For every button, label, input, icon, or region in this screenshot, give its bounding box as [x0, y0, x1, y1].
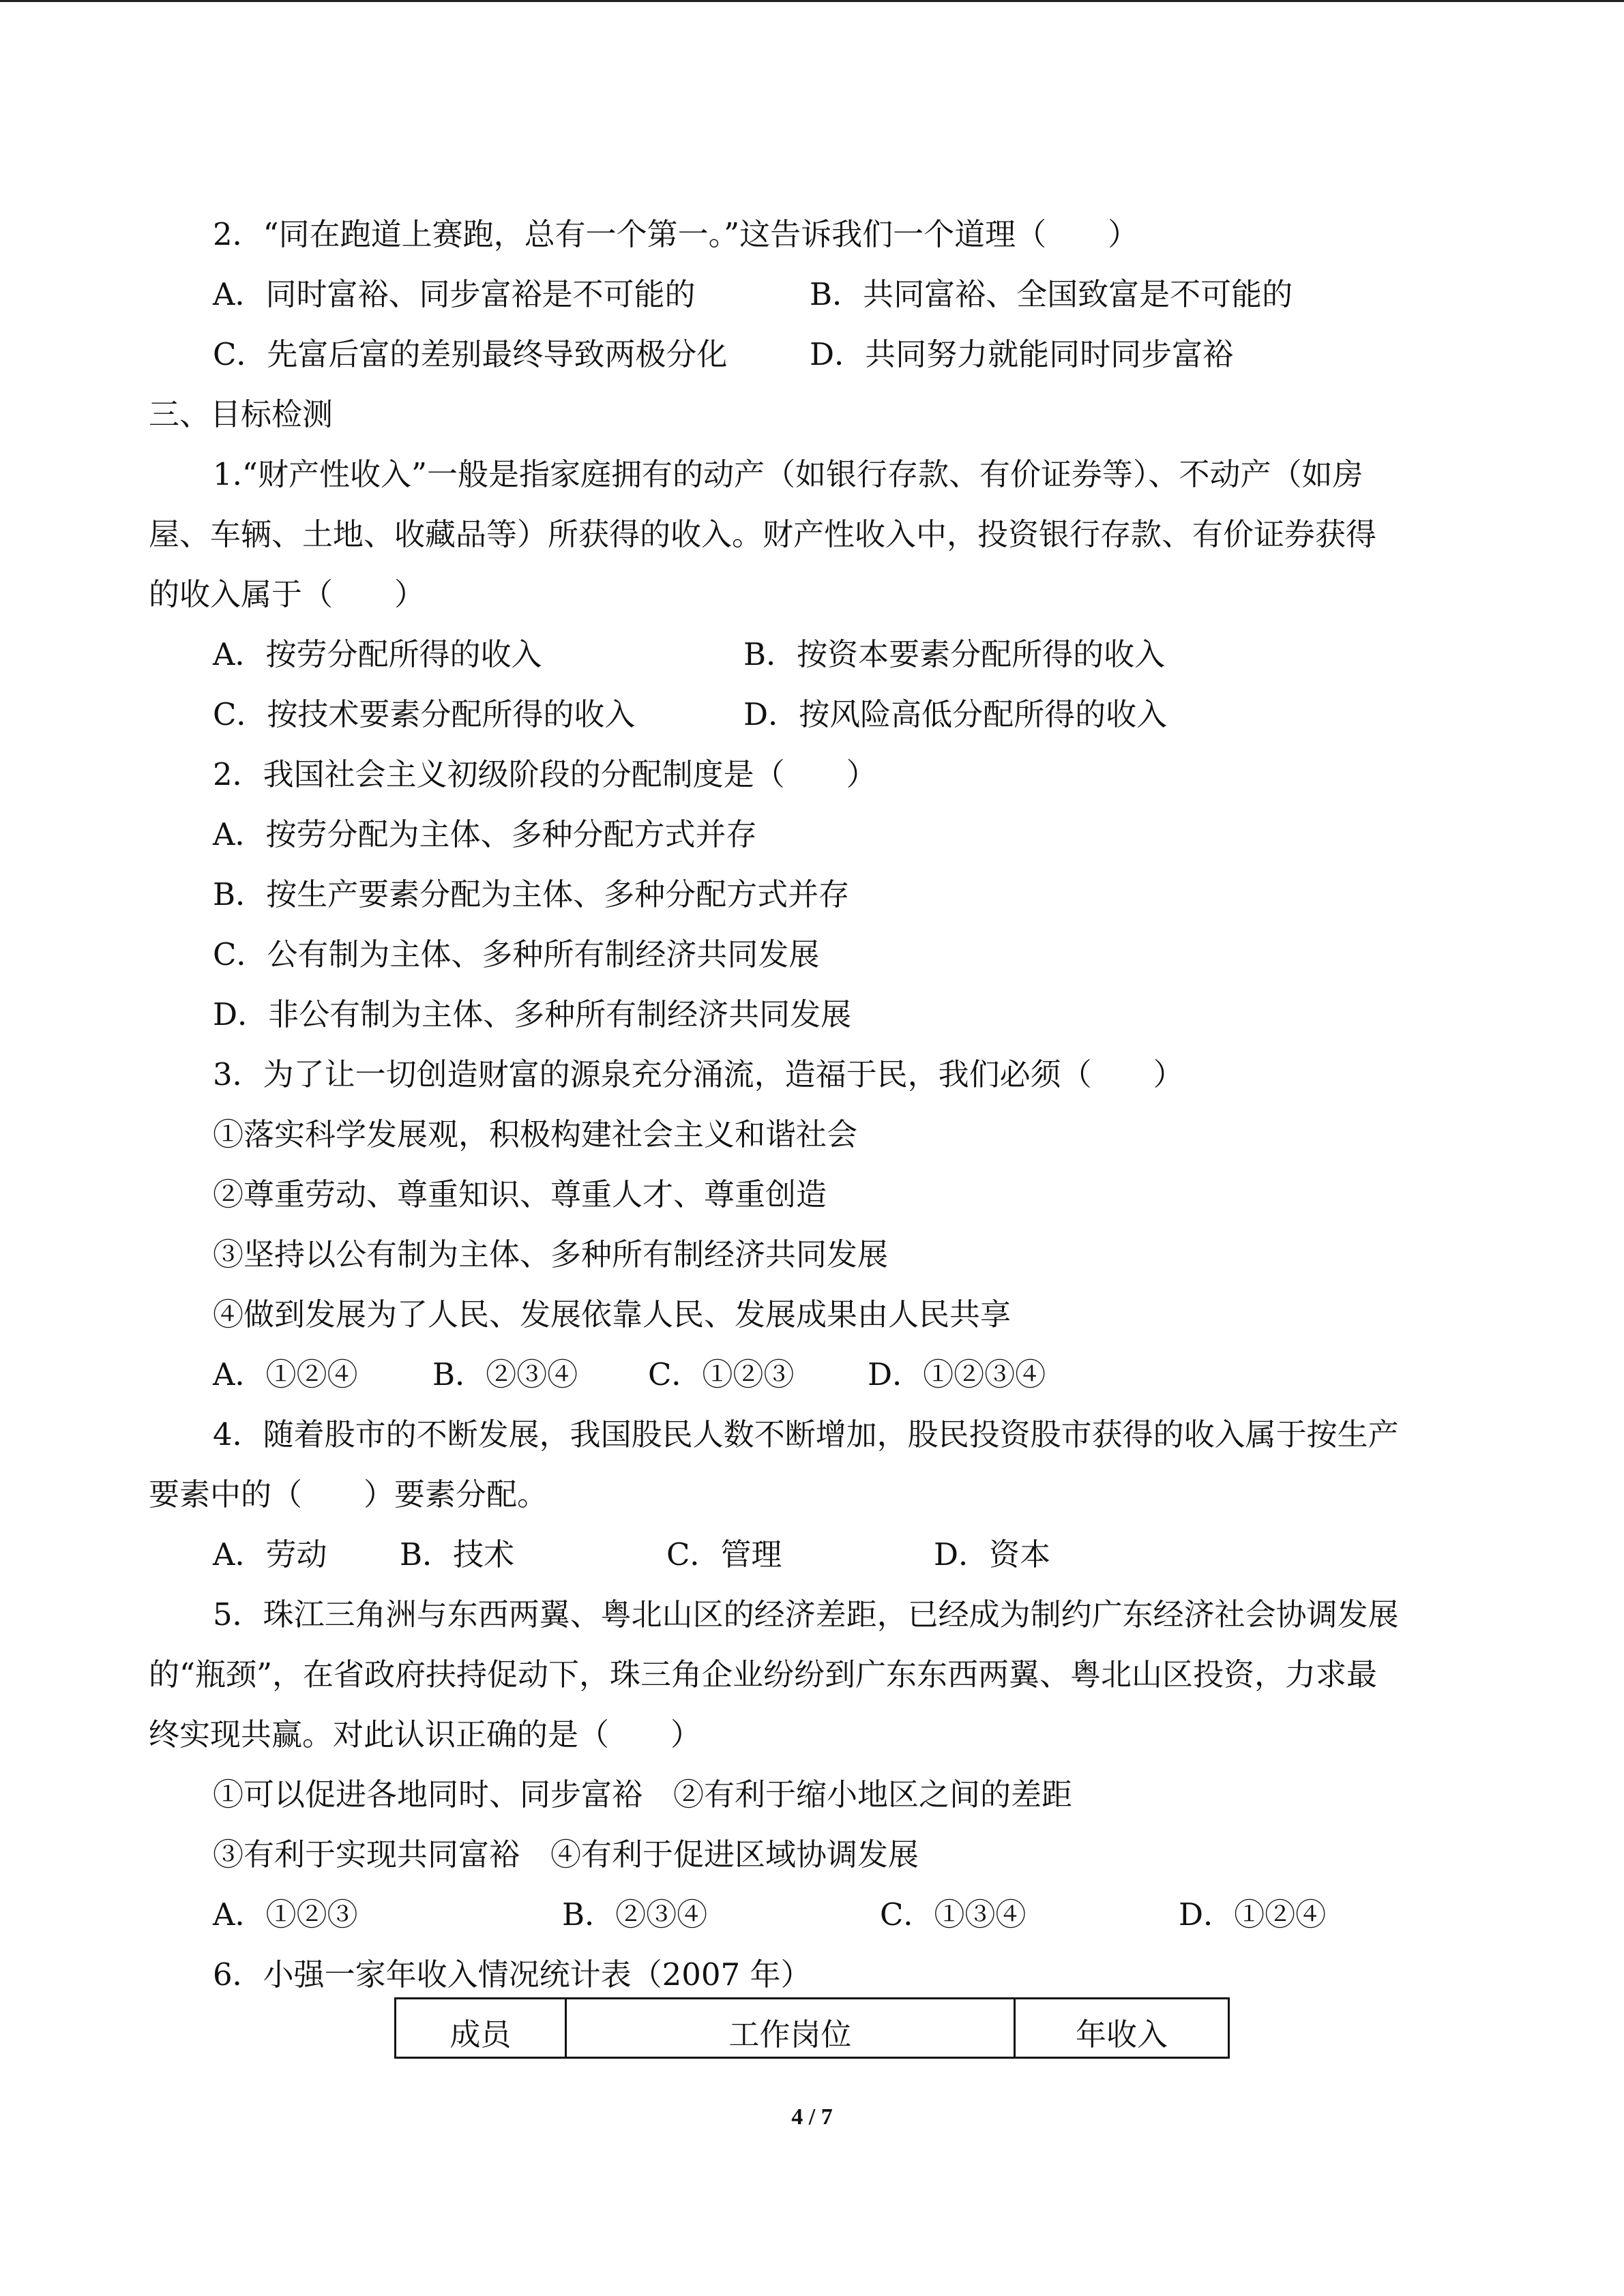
option-b: B．技术 — [400, 1536, 515, 1572]
statement-item: ①可以促进各地同时、同步富裕 ②有利于缩小地区之间的差距 — [213, 1776, 1073, 1813]
question-text: 5．珠江三角洲与东西两翼、粤北山区的经济差距，已经成为制约广东经济社会协调发展 — [213, 1596, 1399, 1632]
page-number: 4 / 7 — [791, 2104, 833, 2130]
option-a: A．①②③ — [213, 1896, 358, 1933]
option-d: D．非公有制为主体、多种所有制经济共同发展 — [213, 996, 852, 1032]
table-header-row — [396, 1999, 1229, 2058]
table-header-cell: 成员 — [396, 1999, 566, 2058]
table-header-cell: 工作岗位 — [565, 1999, 1014, 2058]
statement-item: ①落实科学发展观，积极构建社会主义和谐社会 — [213, 1116, 858, 1152]
statement-item: ④做到发展为了人民、发展依靠人民、发展成果由人民共享 — [213, 1296, 1012, 1332]
question-text: 的收入属于（ ） — [149, 576, 426, 612]
question-text: 6．小强一家年收入情况统计表（2007 年） — [213, 1956, 812, 1993]
question-text: 的“瓶颈”，在省政府扶持促动下，珠三角企业纷纷到广东东西两翼、粤北山区投资，力求最 — [149, 1656, 1378, 1693]
option-a: A．①②④ — [213, 1356, 358, 1392]
option-a: A．按劳分配为主体、多种分配方式并存 — [213, 816, 757, 852]
option-d: D．①②④ — [1179, 1896, 1327, 1933]
question-text: 1.“财产性收入”一般是指家庭拥有的动产（如银行存款、有价证券等）、不动产（如房 — [213, 456, 1363, 492]
statement-item: ③坚持以公有制为主体、多种所有制经济共同发展 — [213, 1236, 889, 1272]
option-d: D．①②③④ — [868, 1356, 1046, 1392]
option-b: B．共同富裕、全国致富是不可能的 — [810, 276, 1293, 312]
option-c: C．①②③ — [648, 1356, 795, 1392]
option-c: C．按技术要素分配所得的收入 — [213, 696, 636, 732]
question-text: 2．我国社会主义初级阶段的分配制度是（ ） — [213, 756, 877, 792]
question-text: 要素中的（ ）要素分配。 — [149, 1476, 548, 1512]
top-border-line — [0, 0, 1624, 2]
section-heading: 三、目标检测 — [149, 396, 334, 432]
question-text: 2．“同在跑道上赛跑，总有一个第一。”这告诉我们一个道理（ ） — [213, 216, 1139, 252]
option-c: C．先富后富的差别最终导致两极分化 — [213, 336, 728, 372]
option-c: C．①③④ — [880, 1896, 1027, 1933]
question-text: 屋、车辆、土地、收藏品等）所获得的收入。财产性收入中，投资银行存款、有价证券获得 — [149, 516, 1377, 552]
option-a: A．同时富裕、同步富裕是不可能的 — [213, 276, 696, 312]
option-d: D．资本 — [934, 1536, 1051, 1572]
statement-item: ②尊重劳动、尊重知识、尊重人才、尊重创造 — [213, 1176, 827, 1212]
statement-item: ③有利于实现共同富裕 ④有利于促进区域协调发展 — [213, 1836, 919, 1873]
option-b: B．按生产要素分配为主体、多种分配方式并存 — [213, 876, 850, 912]
option-d: D．共同努力就能同时同步富裕 — [810, 336, 1234, 372]
option-b: B．②③④ — [432, 1356, 578, 1392]
table-header-cell: 年收入 — [1014, 1999, 1228, 2058]
option-c: C．公有制为主体、多种所有制经济共同发展 — [213, 936, 820, 972]
option-b: B．按资本要素分配所得的收入 — [743, 636, 1166, 672]
option-b: B．②③④ — [562, 1896, 708, 1933]
option-c: C．管理 — [666, 1536, 782, 1572]
income-table — [394, 1997, 1230, 2059]
option-a: A．劳动 — [213, 1536, 327, 1572]
question-text: 终实现共赢。对此认识正确的是（ ） — [149, 1716, 702, 1753]
option-d: D．按风险高低分配所得的收入 — [743, 696, 1168, 732]
question-text: 3．为了让一切创造财富的源泉充分涌流，造福于民，我们必须（ ） — [213, 1056, 1184, 1092]
question-text: 4．随着股市的不断发展，我国股民人数不断增加，股民投资股市获得的收入属于按生产 — [213, 1416, 1399, 1452]
option-a: A．按劳分配所得的收入 — [213, 636, 542, 672]
